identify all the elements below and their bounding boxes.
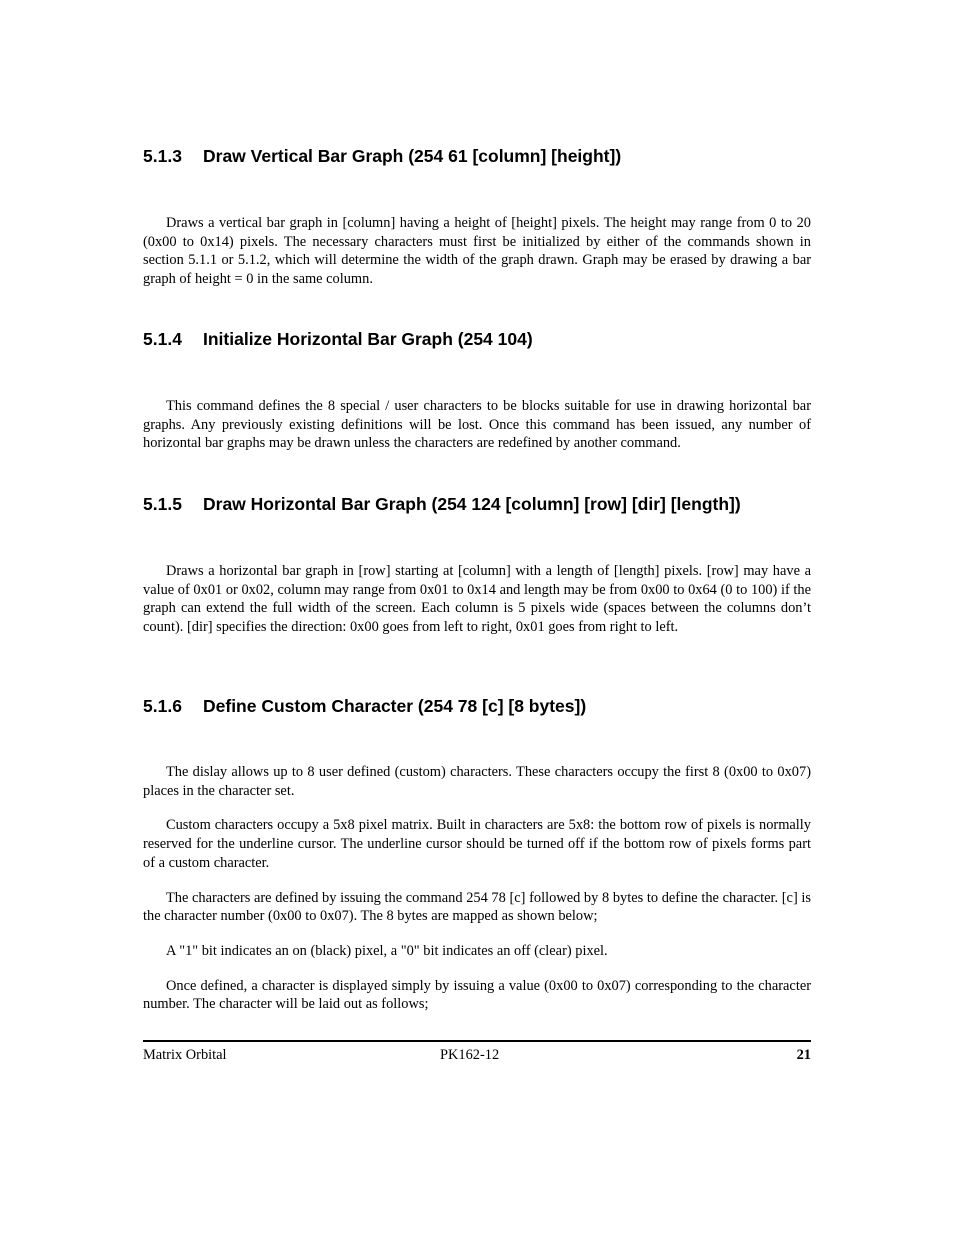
paragraph: The dislay allows up to 8 user defined (custom) characters. These characters occupy the first 8 (0x00 to 0x07) places in the character set. [143, 764, 811, 799]
paragraph: Draws a vertical bar graph in [column] having a height of [height] pixels. The height may range from 0 to 20 (0x00 to 0x14) pixels. The necessary characters must first be initialized by either of the commands shown in section 5.1.1 or 5.1.2, which will determine the width of the graph drawn. Graph may be erased by drawing a bar graph of height = 0 in the same column. [143, 215, 811, 288]
paragraph: Once defined, a character is displayed simply by issuing a value (0x00 to 0x07) corresponding to the character number. The character will be laid out as follows; [143, 977, 811, 1013]
page-footer [143, 1040, 811, 1063]
paragraph: This command defines the 8 special / user characters to be blocks suitable for use in drawing horizontal bar graphs. Any previously existing definitions will be lost. Once this command has been issued, any number of horizontal bar graphs may be drawn unless the characters are redefined by another command. [143, 398, 811, 452]
page-number: 21 [796, 1047, 811, 1063]
section-heading [143, 494, 811, 515]
footer-model: PK162-12 [440, 1047, 500, 1063]
section-5-1-6 [143, 696, 811, 1014]
section-number: 5.1.6 [143, 696, 182, 716]
section-number: 5.1.3 [143, 146, 182, 166]
paragraph: Draws a horizontal bar graph in [row] starting at [column] with a length of [length] pixels. [row] may have a value of 0x01 or 0x02, column may range from 0x01 to 0x14 and length may be from 0x00 to 0x64 (0 to 100) if the graph can extend the full width of the screen. Each column is 5 pixels wide (spaces between the columns don’t count). [dir] specifies the direction: 0x00 goes from left to right, 0x01 goes from right to left. [143, 563, 811, 636]
section-5-1-5 [143, 494, 811, 637]
section-number: 5.1.5 [143, 494, 182, 514]
section-title: Draw Vertical Bar Graph (254 61 [column] [height]) [203, 146, 622, 166]
section-title: Initialize Horizontal Bar Graph (254 104) [203, 329, 533, 349]
paragraph: The characters are defined by issuing the command 254 78 [c] followed by 8 bytes to define the character. [c] is the character number (0x00 to 0x07). The 8 bytes are mapped as shown below; [143, 889, 811, 925]
section-heading [143, 696, 811, 717]
paragraph: A "1" bit indicates an on (black) pixel, a "0" bit indicates an off (clear) pixel. [166, 942, 608, 959]
section-title: Draw Horizontal Bar Graph (254 124 [column] [row] [dir] [length]) [203, 494, 741, 514]
section-heading [143, 146, 811, 167]
section-5-1-4 [143, 329, 811, 453]
section-title: Define Custom Character (254 78 [c] [8 bytes]) [203, 696, 587, 716]
section-heading [143, 329, 811, 350]
section-5-1-3 [143, 146, 811, 289]
paragraph: Custom characters occupy a 5x8 pixel matrix. Built in characters are 5x8: the bottom row of pixels is normally reserved for the underline cursor. The underline cursor should be turned off if the bottom row of pixels forms part of a custom character. [143, 817, 811, 871]
section-number: 5.1.4 [143, 329, 182, 349]
footer-company: Matrix Orbital [143, 1047, 227, 1063]
